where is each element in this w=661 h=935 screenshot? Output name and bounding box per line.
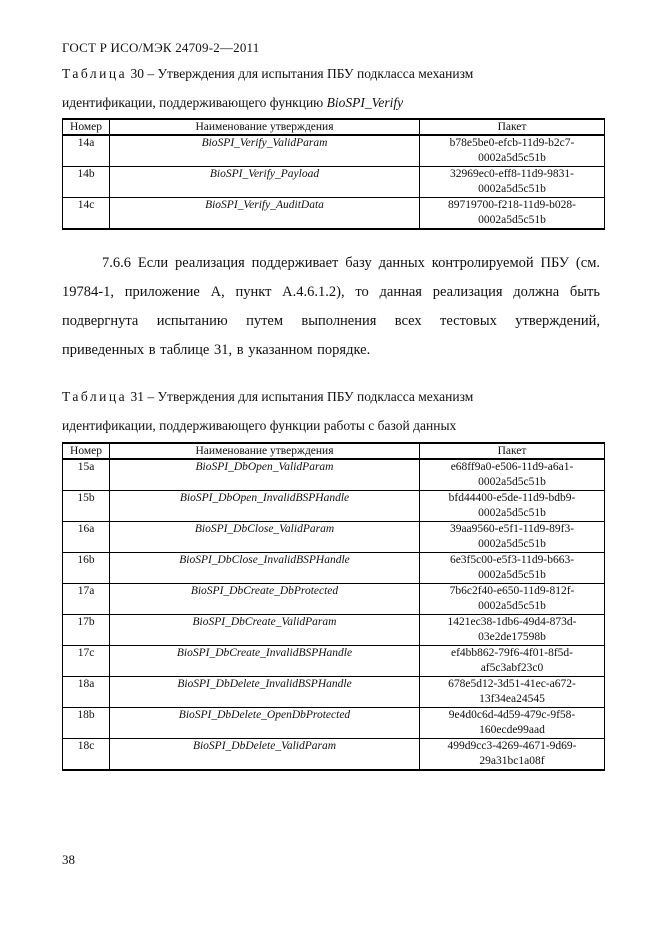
assertion-name-cell — [110, 677, 420, 708]
assertion-name-cell — [110, 167, 420, 198]
package-cell-line: bfd44400-e5de-11d9-bdb9- — [448, 492, 576, 504]
row-number-cell-line: 14a — [77, 137, 95, 149]
package-cell — [420, 198, 605, 230]
table-31-caption-rest: 31 – Утверждения для испытания ПБУ подкласса механизм — [127, 389, 474, 404]
table-row — [63, 708, 605, 739]
row-number-cell — [63, 584, 110, 615]
package-cell-line: 13f34ea24545 — [479, 693, 545, 705]
column-header-number: Номер — [63, 443, 110, 459]
table-31-header-row — [63, 443, 605, 459]
table-31-caption-word: Таблица — [62, 389, 128, 404]
column-header-name: Наименование утверждения — [110, 119, 420, 135]
table-row — [63, 677, 605, 708]
row-number-cell-line: 18a — [77, 678, 95, 690]
row-number-cell — [63, 198, 110, 230]
package-cell — [420, 553, 605, 584]
row-number-cell — [63, 677, 110, 708]
assertion-name-cell-line: BioSPI_DbCreate_ValidParam — [192, 616, 337, 628]
table-31 — [62, 442, 605, 771]
row-number-cell-line: 14c — [77, 199, 95, 211]
package-cell-line: e68ff9a0-e506-11d9-a6a1- — [450, 461, 574, 473]
package-cell-line: 1421ec38-1db6-49d4-873d- — [447, 616, 577, 628]
package-cell-line: 89719700-f218-11d9-b028- — [448, 199, 576, 211]
package-cell — [420, 615, 605, 646]
table-30-header-row — [63, 119, 605, 135]
assertion-name-cell — [110, 553, 420, 584]
row-number-cell — [63, 615, 110, 646]
package-cell — [420, 522, 605, 553]
row-number-cell — [63, 135, 110, 167]
row-number-cell-line: 17c — [77, 647, 95, 659]
table-30-caption-word: Таблица — [62, 66, 128, 81]
row-number-cell-line: 14b — [77, 168, 95, 180]
assertion-name-cell-line: BioSPI_DbCreate_InvalidBSPHandle — [176, 647, 353, 659]
assertion-name-cell — [110, 708, 420, 739]
package-cell-line: 6e3f5c00-e5f3-11d9-b663- — [449, 554, 575, 566]
row-number-cell-line: 18c — [77, 740, 95, 752]
row-number-cell — [63, 459, 110, 491]
table-row — [63, 615, 605, 646]
column-header-number: Номер — [63, 119, 110, 135]
row-number-cell — [63, 553, 110, 584]
package-cell-line: 0002a5d5c51b — [478, 538, 546, 550]
row-number-cell-line: 16a — [77, 523, 95, 535]
row-number-cell — [63, 646, 110, 677]
package-cell — [420, 646, 605, 677]
row-number-cell — [63, 739, 110, 771]
package-cell-line: 160ecde99aad — [479, 724, 545, 736]
table-30-caption-line2: идентификации, поддерживающего функцию — [62, 95, 327, 110]
assertion-name-cell — [110, 646, 420, 677]
row-number-cell — [63, 491, 110, 522]
row-number-cell-line: 15b — [77, 492, 95, 504]
table-30-caption-rest: 30 – Утверждения для испытания ПБУ подкласса механизм — [127, 66, 474, 81]
assertion-name-cell-line: BioSPI_DbDelete_OpenDbProtected — [178, 709, 351, 721]
row-number-cell-line: 17b — [77, 616, 95, 628]
package-cell-line: af5c3abf23c0 — [480, 662, 544, 674]
package-cell-line: 0002a5d5c51b — [478, 569, 546, 581]
assertion-name-cell — [110, 584, 420, 615]
package-cell-line: 0002a5d5c51b — [478, 152, 546, 164]
assertion-name-cell-line: BioSPI_DbOpen_InvalidBSPHandle — [179, 492, 350, 504]
column-header-package: Пакет — [420, 119, 605, 135]
assertion-name-cell — [110, 135, 420, 167]
row-number-cell — [63, 708, 110, 739]
package-cell-line: 03e2de17598b — [478, 631, 546, 643]
package-cell-line: 499d9cc3-4269-4671-9d69- — [447, 740, 577, 752]
column-header-package: Пакет — [420, 443, 605, 459]
table-row — [63, 459, 605, 491]
table-row — [63, 491, 605, 522]
package-cell — [420, 677, 605, 708]
package-cell — [420, 739, 605, 771]
table-31-caption-line2: идентификации, поддерживающего функции работы с базой данных — [62, 418, 457, 433]
assertion-name-cell-line: BioSPI_DbOpen_ValidParam — [195, 461, 334, 473]
package-cell-line: 9e4d0c6d-4d59-479c-9f58- — [448, 709, 576, 721]
package-cell — [420, 167, 605, 198]
package-cell — [420, 584, 605, 615]
table-row — [63, 646, 605, 677]
table-row — [63, 135, 605, 167]
package-cell — [420, 491, 605, 522]
table-30-caption-function: BioSPI_Verify — [326, 95, 404, 110]
package-cell-line: 0002a5d5c51b — [478, 600, 546, 612]
assertion-name-cell-line: BioSPI_DbCreate_DbProtected — [190, 585, 339, 597]
package-cell — [420, 135, 605, 167]
assertion-name-cell — [110, 491, 420, 522]
package-cell-line: b78e5be0-efcb-11d9-b2c7- — [449, 137, 575, 149]
package-cell-line: 678e5d12-3d51-41ec-a672- — [448, 678, 576, 690]
table-row — [63, 553, 605, 584]
document-header: ГОСТ Р ИСО/МЭК 24709-2—2011 — [62, 40, 260, 55]
assertion-name-cell — [110, 522, 420, 553]
table-row — [63, 522, 605, 553]
assertion-name-cell — [110, 459, 420, 491]
package-cell-line: 0002a5d5c51b — [478, 183, 546, 195]
package-cell-line: 39aa9560-e5f1-11d9-89f3- — [449, 523, 575, 535]
package-cell-line: 0002a5d5c51b — [478, 476, 546, 488]
assertion-name-cell-line: BioSPI_Verify_ValidParam — [201, 137, 328, 149]
row-number-cell — [63, 167, 110, 198]
section-7-6-6-paragraph: 7.6.6 Если реализация поддерживает базу данных контролируемой ПБУ (см. 19784-1, приложение А, пункт А.4.6.1.2), то данная реализация должна быть подвергнута испытанию путем выполнения всех тестовых утверждений, приведенных в таблице 31, в указанном порядке. — [62, 255, 600, 358]
row-number-cell-line: 17a — [77, 585, 95, 597]
row-number-cell-line: 16b — [77, 554, 95, 566]
package-cell — [420, 459, 605, 491]
row-number-cell-line: 18b — [77, 709, 95, 721]
package-cell-line: 7b6c2f40-e650-11d9-812f- — [449, 585, 575, 597]
assertion-name-cell-line: BioSPI_DbClose_ValidParam — [194, 523, 335, 535]
table-31-caption — [62, 385, 473, 438]
page-number: 38 — [62, 852, 75, 867]
assertion-name-cell-line: BioSPI_Verify_Payload — [209, 168, 320, 180]
assertion-name-cell — [110, 198, 420, 230]
row-number-cell-line: 15a — [77, 461, 95, 473]
column-header-name: Наименование утверждения — [110, 443, 420, 459]
table-row — [63, 167, 605, 198]
package-cell-line: ef4bb862-79f6-4f01-8f5d- — [451, 647, 573, 659]
package-cell — [420, 708, 605, 739]
assertion-name-cell-line: BioSPI_Verify_AuditData — [205, 199, 324, 211]
assertion-name-cell-line: BioSPI_DbClose_InvalidBSPHandle — [179, 554, 350, 566]
assertion-name-cell-line: BioSPI_DbDelete_ValidParam — [192, 740, 337, 752]
table-row — [63, 198, 605, 230]
package-cell-line: 32969ec0-eff8-11d9-9831- — [450, 168, 574, 180]
package-cell-line: 0002a5d5c51b — [478, 507, 546, 519]
assertion-name-cell-line: BioSPI_DbDelete_InvalidBSPHandle — [177, 678, 352, 690]
package-cell-line: 29a31bc1a08f — [479, 755, 545, 767]
assertion-name-cell — [110, 739, 420, 771]
table-row — [63, 739, 605, 771]
package-cell-line: 0002a5d5c51b — [478, 214, 546, 226]
row-number-cell — [63, 522, 110, 553]
assertion-name-cell — [110, 615, 420, 646]
table-30-caption — [62, 62, 473, 115]
table-row — [63, 584, 605, 615]
table-30 — [62, 118, 605, 230]
